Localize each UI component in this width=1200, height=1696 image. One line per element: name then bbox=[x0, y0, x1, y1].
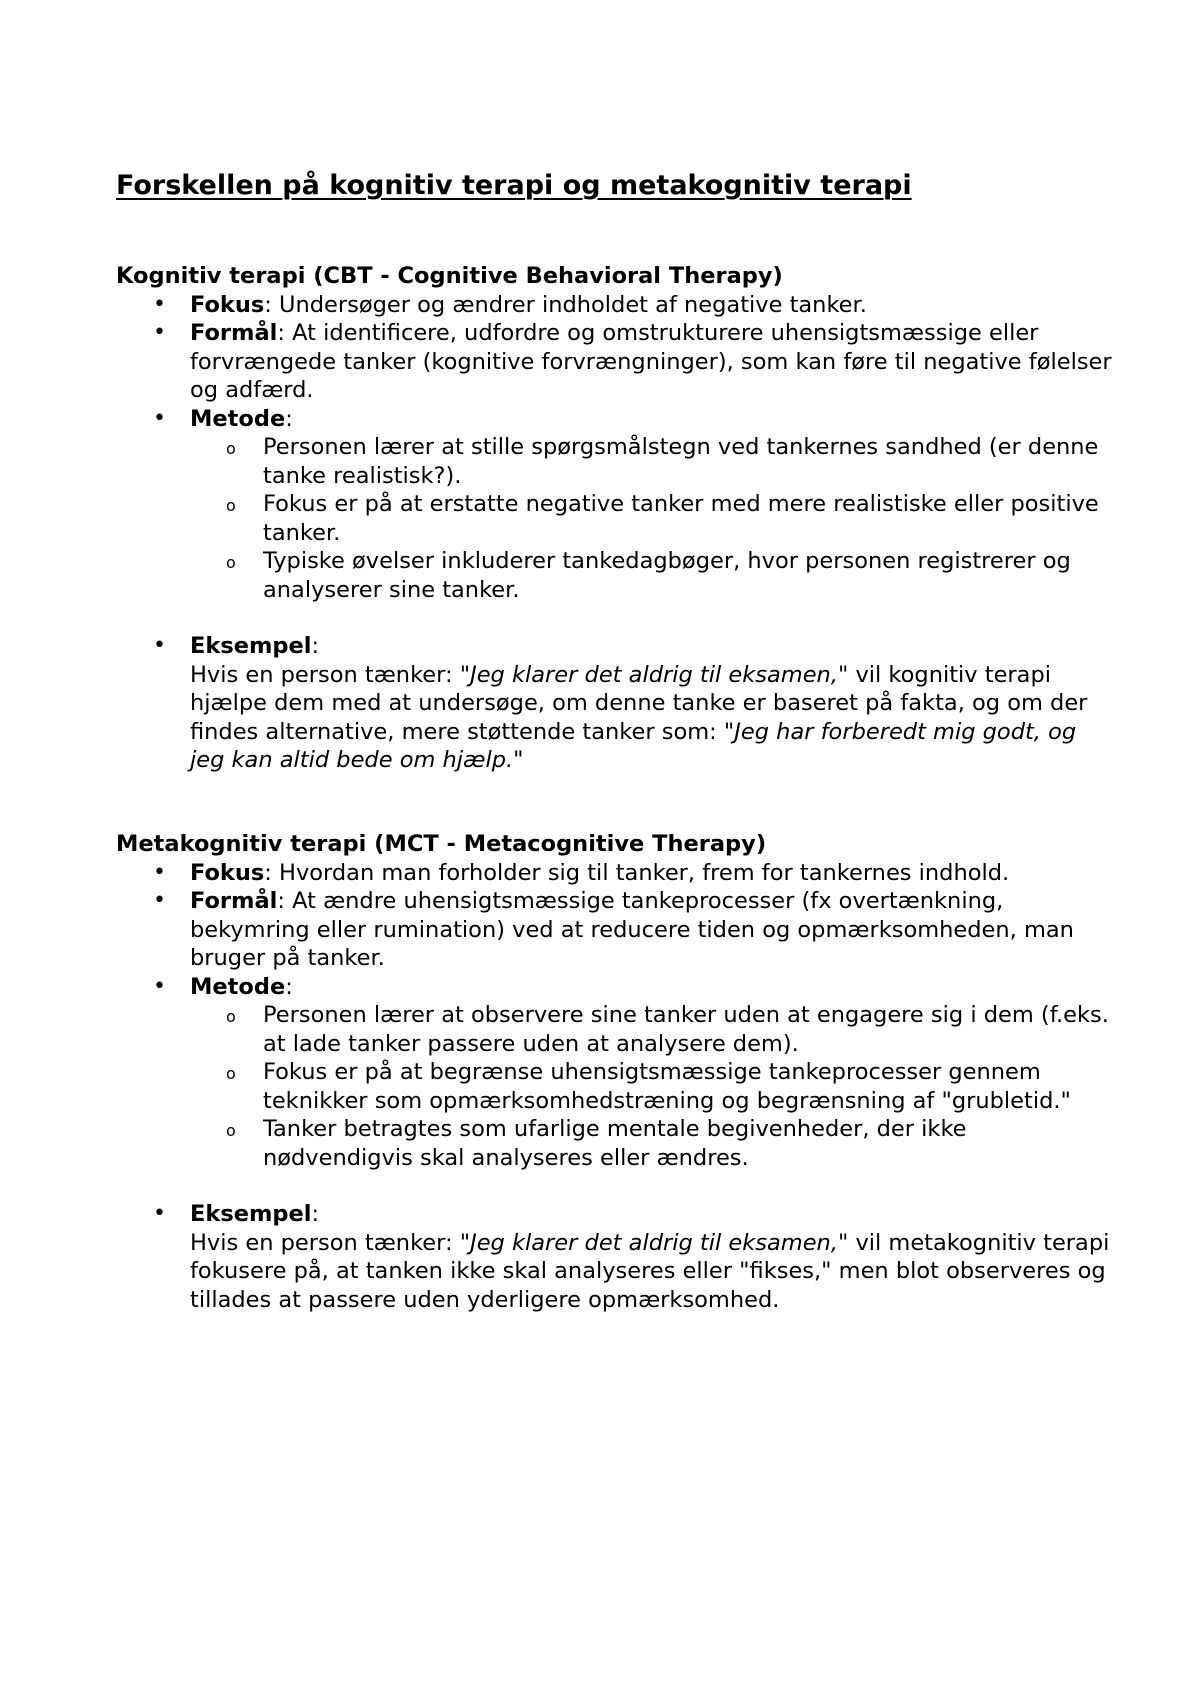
cbt-eksempel-label: Eksempel bbox=[190, 633, 312, 659]
cbt-eksempel-text-1: Hvis en person tænker: " bbox=[190, 661, 471, 688]
list-item bbox=[117, 490, 1116, 547]
bullet-icon: • bbox=[153, 405, 166, 431]
mct-metode-text-3: Tanker betragtes som ufarlige mentale begivenheder, der ikke nødvendigvis skal analyseres eller ændres. bbox=[263, 1116, 967, 1171]
cbt-eksempel-quote-1: Jeg klarer det aldrig til eksamen, bbox=[470, 661, 838, 688]
mct-metode-label: Metode bbox=[190, 973, 286, 1000]
bullet-icon: • bbox=[153, 633, 166, 658]
bullet-icon: • bbox=[153, 1201, 166, 1226]
bullet-icon: • bbox=[153, 320, 166, 345]
cbt-eksempel-quote-2: Jeg har forberedt mig godt, og jeg kan altid bede om hjælp. bbox=[190, 718, 1077, 773]
circle-bullet-icon: o bbox=[226, 439, 236, 458]
mct-formaal-item bbox=[116, 887, 1116, 973]
section-heading-cbt: Kognitiv terapi (CBT - Cognitive Behavioral Therapy) bbox=[116, 263, 783, 289]
cbt-formaal-item bbox=[116, 319, 1116, 405]
cbt-metode-label: Metode bbox=[190, 405, 286, 432]
circle-bullet-icon: o bbox=[226, 1064, 236, 1083]
list-item bbox=[117, 433, 1116, 490]
circle-bullet-icon: o bbox=[226, 1007, 236, 1026]
cbt-formaal-text: : At identificere, udfordre og omstrukturere uhensigtsmæssige eller forvrængede tanker (kognitive forvrængninger), som kan føre til negative følelser og adfærd. bbox=[190, 320, 1112, 403]
mct-eksempel-quote-1: Jeg klarer det aldrig til eksamen, bbox=[470, 1229, 838, 1256]
cbt-eksempel-item bbox=[116, 632, 1116, 775]
cbt-metode-text-3: Typiske øvelser inkluderer tankedagbøger, hvor personen registrerer og analyserer sine tanker. bbox=[263, 548, 1071, 603]
cbt-eksempel-text-3: " bbox=[513, 747, 524, 773]
mct-fokus-text: : Hvordan man forholder sig til tanker, frem for tankernes indhold. bbox=[264, 859, 1010, 886]
circle-bullet-icon: o bbox=[226, 496, 236, 515]
cbt-eksempel-body bbox=[190, 661, 1116, 775]
cbt-metode-item bbox=[116, 405, 1116, 605]
bullet-icon: • bbox=[153, 888, 166, 913]
mct-eksempel-body bbox=[190, 1229, 1116, 1315]
circle-bullet-icon: o bbox=[226, 1121, 236, 1140]
bullet-icon: • bbox=[153, 973, 166, 999]
cbt-fokus-label: Fokus bbox=[190, 291, 265, 318]
mct-list bbox=[116, 859, 1116, 1315]
mct-eksempel-colon: : bbox=[311, 1201, 320, 1227]
mct-fokus-label: Fokus bbox=[190, 859, 265, 886]
cbt-formaal-label: Formål bbox=[190, 320, 278, 346]
mct-formaal-text: : At ændre uhensigtsmæssige tankeprocesser (fx overtænkning, bekymring eller rumination) ved at reducere tiden og opmærksomheden, man bruger på tanker. bbox=[190, 888, 1074, 971]
list-item bbox=[117, 1058, 1116, 1115]
list-item bbox=[117, 1001, 1116, 1058]
cbt-metode-text-2: Fokus er på at erstatte negative tanker med mere realistiske eller positive tanker. bbox=[263, 491, 1099, 546]
cbt-fokus-text: : Undersøger og ændrer indholdet af negative tanker. bbox=[264, 291, 867, 318]
mct-metode-text-1: Personen lærer at observere sine tanker uden at engagere sig i dem (f.eks. at lade tanker passere uden at analysere dem). bbox=[263, 1002, 1109, 1057]
mct-eksempel-item bbox=[116, 1200, 1116, 1314]
section-mct bbox=[116, 830, 1116, 1314]
mct-metode-text-2: Fokus er på at begrænse uhensigtsmæssige tankeprocesser gennem teknikker som opmærksomhedstræning og begrænsning af "grubletid." bbox=[263, 1059, 1071, 1114]
cbt-metode-colon: : bbox=[285, 405, 293, 432]
section-heading-mct: Metakognitiv terapi (MCT - Metacognitive Therapy) bbox=[116, 831, 767, 857]
bullet-icon: • bbox=[153, 291, 166, 317]
cbt-metode-text-1: Personen lærer at stille spørgsmålstegn ved tankernes sandhed (er denne tanke realistisk?). bbox=[263, 434, 1099, 489]
cbt-eksempel-colon: : bbox=[311, 633, 320, 659]
mct-metode-item bbox=[116, 973, 1116, 1173]
mct-eksempel-label: Eksempel bbox=[190, 1201, 312, 1227]
mct-metode-sublist bbox=[190, 1001, 1116, 1172]
mct-eksempel-text-2: " vil metakognitiv terapi fokusere på, at tanken ikke skal analyseres eller "fikses," men blot observeres og tillades at passere uden yderligere opmærksomhed. bbox=[190, 1229, 1110, 1313]
cbt-list bbox=[116, 291, 1116, 775]
mct-fokus-item bbox=[116, 859, 1116, 888]
bullet-icon: • bbox=[153, 859, 166, 885]
mct-metode-colon: : bbox=[285, 973, 293, 1000]
cbt-fokus-item bbox=[116, 291, 1116, 320]
document-title: Forskellen på kognitiv terapi og metakognitiv terapi bbox=[116, 170, 912, 201]
cbt-eksempel-text-2: " vil kognitiv terapi hjælpe dem med at undersøge, om denne tanke er baseret på fakta, og om der findes alternative, mere støttende tanker som: " bbox=[190, 661, 1088, 745]
mct-formaal-label: Formål bbox=[190, 888, 278, 914]
list-item bbox=[117, 547, 1116, 604]
circle-bullet-icon: o bbox=[226, 553, 236, 572]
cbt-metode-sublist bbox=[190, 433, 1116, 604]
mct-eksempel-text-1: Hvis en person tænker: " bbox=[190, 1229, 471, 1256]
section-cbt bbox=[116, 262, 1116, 775]
list-item bbox=[117, 1115, 1116, 1172]
